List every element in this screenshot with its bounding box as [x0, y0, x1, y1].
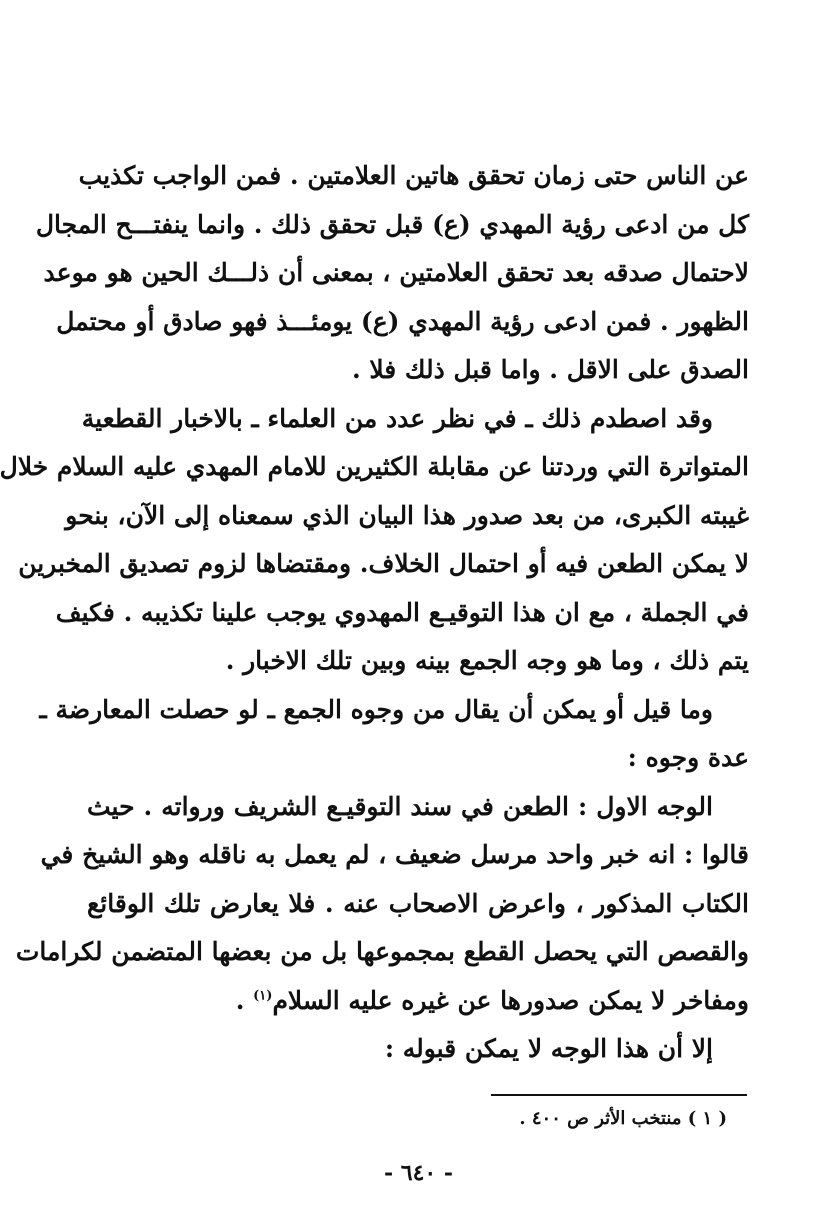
text-line: كل من ادعى رؤية المهدي (ع) قبل تحقق ذلك . وانما ينفتـــح المجال [35, 209, 749, 239]
text-line: قالوا : انه خبر واحد مرسل ضعيف ، لم يعمل به ناقله وهو الشيخ في [40, 840, 749, 869]
text-line-content: ومفاخر لا يمكن صدورها عن غيره عليه السلام [272, 985, 749, 1015]
text-line: عن الناس حتى زمان تحقق هاتين العلامتين . فمن الواجب تكذيب [78, 161, 749, 190]
text-line-end: . [235, 985, 254, 1015]
text-line: يتم ذلك ، وما هو وجه الجمع بينه وبين تلك الاخبار . [225, 646, 749, 675]
text-line: عدة وجوه : [627, 743, 749, 772]
footnote-separator [491, 1094, 747, 1096]
text-line-with-footnote [87, 977, 749, 1026]
text-line: لاحتمال صدقه بعد تحقق العلامتين ، بمعنى أن ذلـــك الحين هو موعد [43, 258, 749, 287]
text-line: لا يمكن الطعن فيه أو احتمال الخلاف. ومقتضاها لزوم تصديق المخبرين [18, 549, 749, 578]
text-line: الوجه الاول : الطعن في سند التوقيـع الشريف ورواته . حيث [87, 791, 713, 821]
text-line: الظهور . فمن ادعى رؤية المهدي (ع) يومئـــذ فهو صادق أو محتمل [56, 306, 749, 336]
text-line: الكتاب المذكور ، واعرض الاصحاب عنه . فلا يعارض تلك الوقائع [87, 888, 749, 918]
text-line: وقد اصطدم ذلك ـ في نظر عدد من العلماء ـ بالاخبار القطعية [81, 403, 713, 433]
text-line: في الجملة ، مع ان هذا التوقيـع المهدوي يوجب علينا تكذيبه . فكيف [55, 597, 749, 627]
text-line: المتواترة التي وردتنا عن مقابلة الكثيرين للامام المهدي عليه السلام خلال [0, 452, 749, 481]
text-line: إلا أن هذا الوجه لا يمكن قبوله : [384, 1034, 713, 1063]
text-line: وما قيل أو يمكن أن يقال من وجوه الجمع ـ لو حصلت المعارضة ـ [39, 694, 713, 724]
text-line: غيبته الكبرى، من بعد صدور هذا البيان الذي سمعناه إلى الآن، بنحو [65, 500, 749, 530]
footnote: ( ١ ) منتخب الأثر ص ٤٠٠ . [519, 1108, 727, 1129]
text-line: الصدق على الاقل . واما قبل ذلك فلا . [351, 355, 749, 384]
body-text [0, 152, 749, 1074]
page-number: - ٦٤٠ - [383, 1160, 454, 1186]
footnote-marker: (١) [253, 988, 273, 1004]
text-line: والقصص التي يحصل القطع بمجموعها بل من بعضها المتضمن لكرامات [15, 937, 749, 966]
